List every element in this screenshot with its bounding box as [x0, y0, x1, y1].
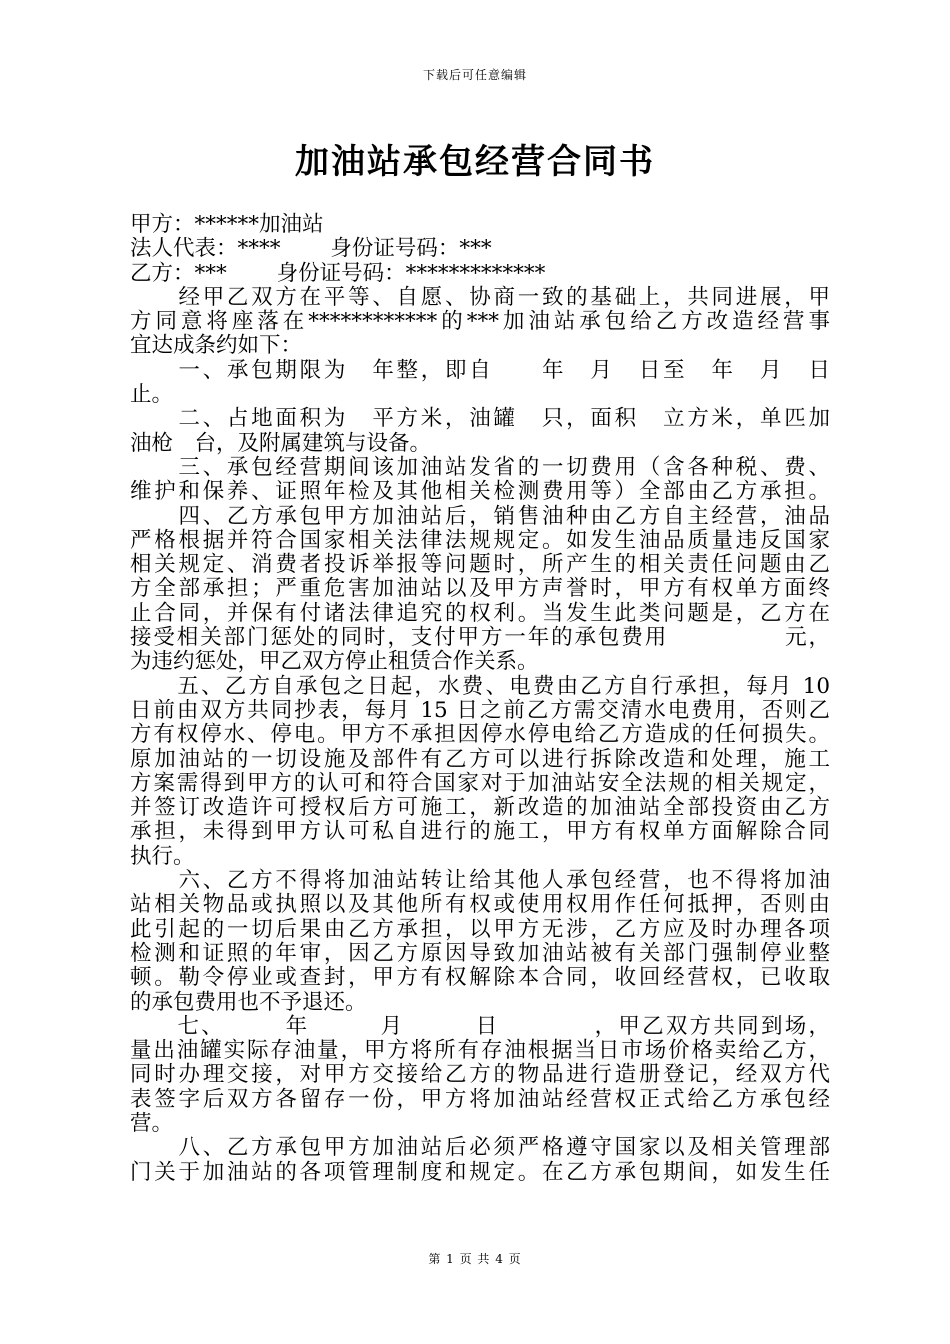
- page-footer: 第 1 页 共 4 页: [428, 1252, 522, 1266]
- body-line: 二、占地面积为 平方米，油罐 只，面积 立方米，单匹加: [130, 406, 830, 432]
- body-line: 方有权停水、停电。甲方不承担因停水停电给乙方造成的任何损失。: [130, 722, 830, 748]
- body-line: 为违约惩处，甲乙双方停止租赁合作关系。: [130, 649, 539, 675]
- body-line: 八、乙方承包甲方加油站后必须严格遵守国家以及相关管理部: [130, 1135, 830, 1161]
- body-line: 法人代表：**** 身份证号码：***: [130, 236, 492, 262]
- body-line: 方案需得到甲方的认可和符合国家对于加油站安全法规的相关规定，: [130, 770, 830, 796]
- body-line: 承担，未得到甲方认可私自进行的施工，甲方有权单方面解除合同: [130, 819, 830, 845]
- body-line: 甲方：******加油站: [130, 212, 324, 237]
- body-line: 检测和证照的年审，因乙方原因导致加油站被有关部门强制停业整: [130, 940, 830, 966]
- body-line: 经甲乙双方在平等、自愿、协商一致的基础上，共同进展，甲: [130, 284, 830, 310]
- body-line: 相关规定、消费者投诉举报等问题时，所产生的相关责任问题由乙: [130, 552, 830, 578]
- body-line: 的承包费用也不予退还。: [130, 989, 367, 1015]
- body-line: 维护和保养、证照年检及其他相关检测费用等）全部由乙方承担。: [130, 479, 830, 505]
- body-line: 门关于加油站的各项管理制度和规定。在乙方承包期间，如发生任: [130, 1159, 830, 1185]
- body-line: 日前由双方共同抄表，每月 15 日之前乙方需交清水电费用，否则乙: [130, 697, 830, 723]
- body-line: 七、 年 月 日 ，甲乙双方共同到场，: [130, 1013, 830, 1039]
- body-line: 执行。: [130, 843, 195, 869]
- body-line: 顿。勒令停业或查封，甲方有权解除本合同，收回经营权，已收取: [130, 965, 830, 991]
- body-line: 严格根据并符合国家相关法律法规规定。如发生油品质量违反国家: [130, 527, 830, 553]
- body-line: 四、乙方承包甲方加油站后，销售油种由乙方自主经营，油品: [130, 503, 830, 529]
- body-line: 油枪 台，及附属建筑与设备。: [130, 430, 432, 456]
- page-header: 下载后可任意编辑: [422, 68, 527, 82]
- body-line: 并签订改造许可授权后方可施工，新改造的加油站全部投资由乙方: [130, 795, 830, 821]
- body-line: 量出油罐实际存油量，甲方将所有存油根据当日市场价格卖给乙方，: [130, 1038, 830, 1064]
- body-line: 止。: [130, 382, 174, 408]
- body-line: 宜达成条约如下：: [130, 333, 303, 359]
- body-line: 止合同，并保有付诸法律追究的权利。当发生此类问题是，乙方在: [130, 600, 830, 626]
- body-line: 此引起的一切后果由乙方承担，以甲方无涉，乙方应及时办理各项: [130, 916, 830, 942]
- document-body: [130, 213, 830, 1185]
- body-line: 三、承包经营期间该加油站发省的一切费用（含各种税、费、: [130, 454, 830, 480]
- body-line: 乙方：*** 身份证号码：*************: [130, 260, 546, 286]
- body-line: 营。: [130, 1110, 174, 1136]
- body-line: 同时办理交接，对甲方交接给乙方的物品进行造册登记，经双方代: [130, 1062, 830, 1088]
- body-line: 六、乙方不得将加油站转让给其他人承包经营，也不得将加油: [130, 868, 830, 894]
- body-line: 接受相关部门惩处的同时，支付甲方一年的承包费用 元，: [130, 625, 830, 651]
- body-line: 方全部承担；严重危害加油站以及甲方声誉时，甲方有权单方面终: [130, 576, 830, 602]
- body-line: 原加油站的一切设施及部件有乙方可以进行拆除改造和处理，施工: [130, 746, 830, 772]
- body-line: 方同意将座落在************的***加油站承包给乙方改造经营事: [130, 309, 830, 335]
- body-line: 站相关物品或执照以及其他所有权或使用权用作任何抵押，否则由: [130, 892, 830, 918]
- body-line: 五、乙方自承包之日起，水费、电费由乙方自行承担，每月 10: [130, 673, 830, 699]
- body-line: 表签字后双方各留存一份，甲方将加油站经营权正式给乙方承包经: [130, 1086, 830, 1112]
- document-title: 加油站承包经营合同书: [295, 142, 655, 182]
- body-line: 一、承包期限为 年整，即自 年 月 日至 年 月 日: [130, 357, 830, 383]
